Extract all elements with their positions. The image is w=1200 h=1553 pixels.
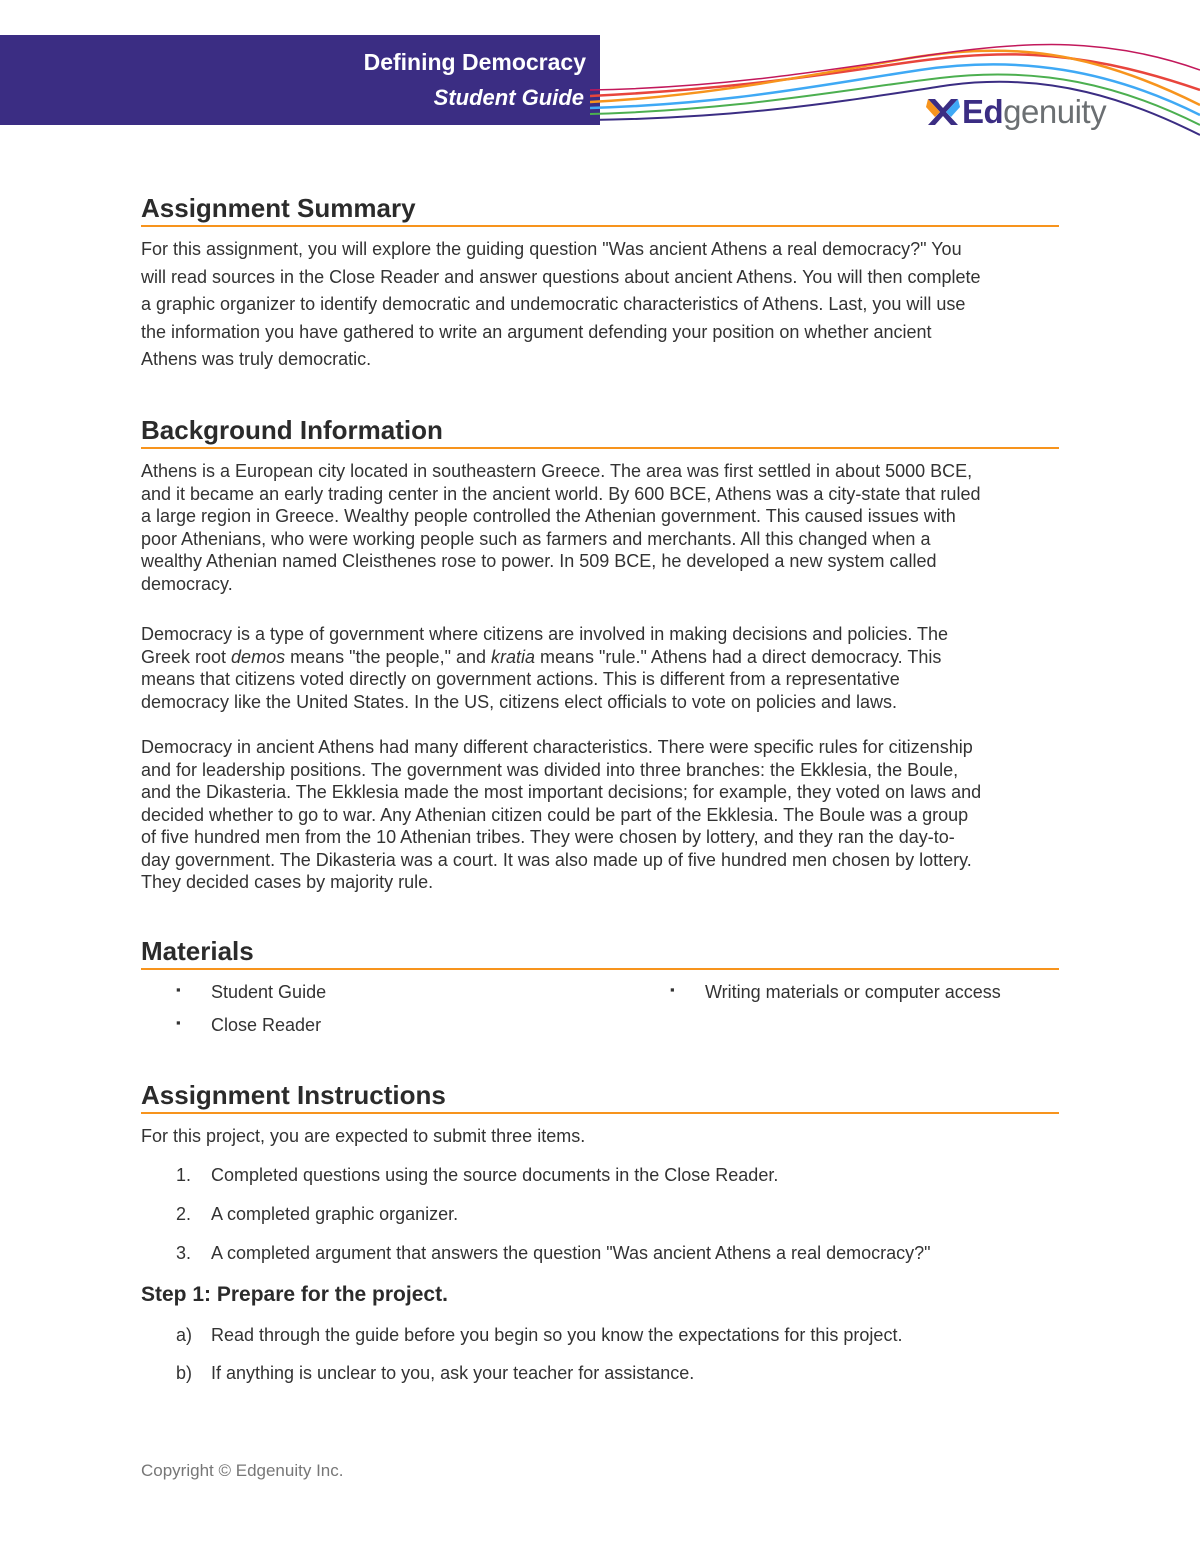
background-paragraph-1 <box>141 460 1059 595</box>
step-1-item <box>176 1363 694 1384</box>
background-line: decided whether to go to war. Any Athenian citizen could be part of the Ekklesia. The Boule was a group <box>141 804 969 825</box>
background-line: means that citizens voted directly on government actions. This is different from a representative <box>141 669 900 689</box>
background-line: poor Athenians, who were working people such as farmers and merchants. All this changed when a <box>141 528 931 549</box>
background-line: and it became an early trading center in the ancient world. By 600 BCE, Athens was a city-state that ruled <box>141 483 981 504</box>
materials-item <box>176 1015 322 1036</box>
term-kratia: kratia <box>491 646 536 667</box>
materials-item-label: Student Guide <box>211 982 327 1002</box>
text-run: means "rule." Athens had a direct democracy. This <box>535 646 942 667</box>
background-line: Athens is a European city located in southeastern Greece. The area was first settled in about 5000 BCE, <box>141 461 973 481</box>
summary-line: the information you have gathered to write an argument defending your position on whether ancient <box>141 321 932 342</box>
background-paragraph-3 <box>141 736 1059 894</box>
item-text: If anything is unclear to you, ask your teacher for assistance. <box>211 1363 695 1383</box>
materials-item <box>670 982 1001 1003</box>
background-line: day government. The Dikasteria was a court. It was also made up of five hundred men chosen by lottery. <box>141 849 972 870</box>
background-line: wealthy Athenian named Cleisthenes rose to power. In 509 BCE, he developed a new system called <box>141 551 937 571</box>
item-text: Read through the guide before you begin so you know the expectations for this project. <box>211 1325 903 1345</box>
instruction-item <box>176 1243 931 1264</box>
heading-assignment-summary: Assignment Summary <box>141 193 1059 227</box>
step-1-heading: Step 1: Prepare for the project. <box>141 1283 448 1306</box>
summary-paragraph <box>141 236 1059 374</box>
edgenuity-logo <box>926 92 1106 132</box>
background-paragraph-2 <box>141 623 1059 713</box>
bullet-icon: ▪ <box>176 982 181 997</box>
background-line: democracy like the United States. In the US, citizens elect officials to vote on policies and laws. <box>141 691 898 712</box>
instructions-intro: For this project, you are expected to submit three items. <box>141 1126 586 1146</box>
edgenuity-x-icon <box>926 95 960 129</box>
item-number: 1. <box>176 1165 192 1185</box>
document-title: Defining Democracy <box>363 49 586 75</box>
decorative-waves <box>590 30 1200 140</box>
materials-item-label: Writing materials or computer access <box>705 982 1001 1002</box>
term-demos: demos <box>231 646 286 667</box>
background-line: and the Dikasteria. The Ekklesia made the most important decisions; for example, they voted on laws and <box>141 782 982 802</box>
materials-item <box>176 982 327 1003</box>
item-text: A completed argument that answers the question "Was ancient Athens a real democracy?" <box>211 1243 931 1263</box>
bullet-icon: ▪ <box>670 982 675 997</box>
bullet-icon: ▪ <box>176 1015 181 1030</box>
document-subtitle: Student Guide <box>433 85 584 110</box>
background-line: They decided cases by majority rule. <box>141 872 434 892</box>
instruction-item <box>176 1165 778 1186</box>
background-line: of five hundred men from the 10 Athenian tribes. They were chosen by lottery, and they ran the day-to- <box>141 827 955 847</box>
logo-text: Edgenuity <box>962 93 1107 130</box>
background-line: Democracy is a type of government where citizens are involved in making decisions and policies. The <box>141 624 949 644</box>
header-banner <box>0 35 600 125</box>
heading-assignment-instructions: Assignment Instructions <box>141 1080 1059 1114</box>
copyright-footer: Copyright © Edgenuity Inc. <box>141 1461 344 1480</box>
item-text: Completed questions using the source documents in the Close Reader. <box>211 1165 779 1185</box>
summary-line: Athens was truly democratic. <box>141 349 372 369</box>
text-run: means "the people," and <box>285 646 491 667</box>
item-number: 2. <box>176 1204 192 1224</box>
item-letter: b) <box>176 1363 193 1383</box>
background-line: and for leadership positions. The government was divided into three branches: the Ekklesia, the Boule, <box>141 759 959 780</box>
summary-line: For this assignment, you will explore the guiding question "Was ancient Athens a real democracy?" You <box>141 239 962 259</box>
summary-line: will read sources in the Close Reader and answer questions about ancient Athens. You will then complete <box>141 266 981 287</box>
instruction-item <box>176 1204 458 1225</box>
text-run: Greek root <box>141 646 232 667</box>
background-line: Democracy in ancient Athens had many different characteristics. There were specific rules for citizenship <box>141 737 973 757</box>
background-line <box>141 646 1059 669</box>
item-number: 3. <box>176 1243 192 1263</box>
item-text: A completed graphic organizer. <box>211 1204 459 1224</box>
materials-item-label: Close Reader <box>211 1015 322 1035</box>
item-letter: a) <box>176 1325 193 1345</box>
step-1-item <box>176 1325 902 1346</box>
background-line: democracy. <box>141 573 233 594</box>
summary-line: a graphic organizer to identify democratic and undemocratic characteristics of Athens. Last, you will use <box>141 294 966 314</box>
heading-materials: Materials <box>141 936 1059 970</box>
heading-background-information: Background Information <box>141 415 1059 449</box>
background-line: a large region in Greece. Wealthy people controlled the Athenian government. This caused issues with <box>141 506 956 526</box>
